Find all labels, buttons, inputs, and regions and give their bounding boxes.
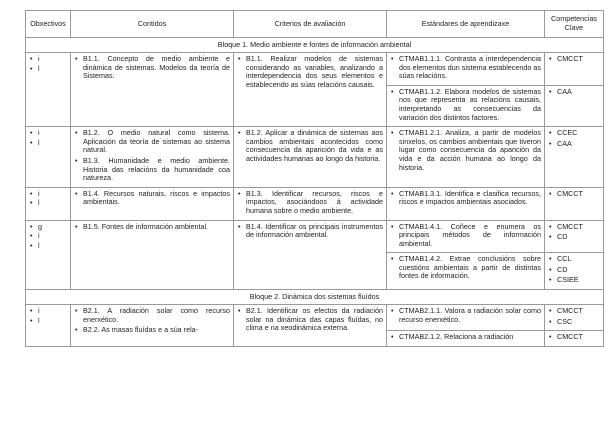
table-row	[26, 127, 604, 188]
standard-item: • CTMAB2.1.1. Valora a radiación solar como recurso enerxético.	[390, 307, 541, 324]
criterion-item: • B1.1. Realizar modelos de sistemas considerando as variables, analizando a interdependencia dos seus elementos e establecendo as súas relacións causais.	[237, 55, 383, 89]
objective-item: • i	[29, 129, 67, 138]
standard-item: • CTMAB1.2.1. Analiza, a partir de modelos sinxelos, os cambios ambientais que tiveron lugar como consecuencia da aparición da vida e da acción humana ao longo da historia.	[390, 129, 541, 172]
block-title-row	[26, 38, 604, 53]
header-competencias: Competencias Clave	[545, 11, 604, 38]
standard-cell	[387, 331, 545, 347]
table-row	[26, 53, 604, 86]
table-row	[26, 187, 604, 220]
obxectivos-cell	[26, 220, 71, 290]
competence-item: • CD	[548, 266, 600, 275]
competence-item: • CSIEE	[548, 276, 600, 285]
objective-item: • l	[29, 317, 67, 326]
table-row	[26, 305, 604, 331]
competence-item: • CMCCT	[548, 190, 600, 199]
competence-cell	[545, 127, 604, 188]
contidos-cell	[71, 220, 234, 290]
competence-cell	[545, 187, 604, 220]
objective-item: • l	[29, 65, 67, 74]
standard-cell	[387, 305, 545, 331]
standard-item: • CTMAB1.4.2. Extrae conclusións sobre cuestións ambientais a partir de distintas fontes de información.	[390, 255, 541, 281]
content-item: • B1.1. Concepto de medio ambiente e dinámica de sistemas. Modelos da teoría de Sistemas.	[74, 55, 230, 81]
objective-item: • g	[29, 223, 67, 232]
curriculum-table	[25, 10, 604, 347]
standard-cell	[387, 253, 545, 290]
obxectivos-cell	[26, 187, 71, 220]
competence-item: • CMCCT	[548, 333, 600, 342]
competence-cell	[545, 85, 604, 126]
header-estandares: Estándares de aprendizaxe	[387, 11, 545, 38]
competence-item: • CSC	[548, 318, 600, 327]
content-item: • B2.2. As masas fluídas e a súa rela-	[74, 326, 230, 335]
block2-title: Bloque 2. Dinámica dos sistemas fluídos	[26, 290, 604, 305]
curriculum-document	[25, 10, 603, 347]
competence-item: • CD	[548, 233, 600, 242]
criterios-cell	[234, 220, 387, 290]
competence-cell	[545, 220, 604, 253]
competence-cell	[545, 253, 604, 290]
competence-item: • CCEC	[548, 129, 600, 138]
objective-item: • l	[29, 199, 67, 208]
competence-item: • CMCCT	[548, 223, 600, 232]
standard-item: • CTMAB1.3.1. Identifica e clasifica recursos, riscos e impactos ambientais asociados.	[390, 190, 541, 207]
standard-cell	[387, 187, 545, 220]
objective-item: • l	[29, 242, 67, 251]
standard-item: • CTMAB1.1.2. Elabora modelos de sistemas nos que representa as relacións causais, interpretando as consecuencias da variación dos distintos factores.	[390, 88, 541, 122]
objective-item: • i	[29, 232, 67, 241]
standard-item: • CTMAB1.1.1. Contrasta a interdependencia dos elementos dun sistema establecendo as súas relacións.	[390, 55, 541, 81]
obxectivos-cell	[26, 305, 71, 347]
contidos-cell	[71, 53, 234, 127]
competence-item: • CMCCT	[548, 55, 600, 64]
standard-cell	[387, 220, 545, 253]
competence-cell	[545, 53, 604, 86]
header-contidos: Contidos	[71, 11, 234, 38]
competence-item: • CMCCT	[548, 307, 600, 316]
content-item: • B1.3. Humanidade e medio ambiente. Historia das relacións da humanidade coa natureza.	[74, 157, 230, 183]
criterios-cell	[234, 127, 387, 188]
competence-item: • CCL	[548, 255, 600, 264]
table-row	[26, 220, 604, 253]
header-criterios: Criterios de avaliación	[234, 11, 387, 38]
block1-title: Bloque 1. Medio ambiente e fontes de información ambiental	[26, 38, 604, 53]
objective-item: • i	[29, 55, 67, 64]
contidos-cell	[71, 305, 234, 347]
competence-item: • CAA	[548, 140, 600, 149]
contidos-cell	[71, 127, 234, 188]
standard-cell	[387, 127, 545, 188]
standard-cell	[387, 85, 545, 126]
standard-item: • CTMAB2.1.2. Relaciona a radiación	[390, 333, 541, 342]
criterios-cell	[234, 187, 387, 220]
content-item: • B1.5. Fontes de información ambiental.	[74, 223, 230, 232]
header-obxectivos: Obxectivos	[26, 11, 71, 38]
objective-item: • i	[29, 190, 67, 199]
content-item: • B1.2. O medio natural como sistema. Aplicación da teoría de sistemas ao sistema natural.	[74, 129, 230, 155]
objective-item: • i	[29, 307, 67, 316]
obxectivos-cell	[26, 127, 71, 188]
competence-item: • CAA	[548, 88, 600, 97]
competence-cell	[545, 305, 604, 331]
criterion-item: • B1.2. Aplicar a dinámica de sistemas aos cambios ambientais acontecidos como consecuencia da aparición da vida e as actividades humanas ao longo da historia.	[237, 129, 383, 163]
standard-item: • CTMAB1.4.1. Coñece e enumera os principais métodos de información ambiental.	[390, 223, 541, 249]
criterion-item: • B1.4. Identificar os principais instrumentos de información ambiental.	[237, 223, 383, 240]
content-item: • B2.1. A radiación solar como recurso enerxético.	[74, 307, 230, 324]
header-row	[26, 11, 604, 38]
criterion-item: • B2.1. Identificar os efectos da radiación solar na dinámica das capas fluídas, no clima e na xeodinámica externa.	[237, 307, 383, 333]
content-item: • B1.4. Recursos naturais, riscos e impactos ambientais.	[74, 190, 230, 207]
criterion-item: • B1.3. Identificar recursos, riscos e impactos, asociándoos á actividade humana sobre o medio ambiente.	[237, 190, 383, 216]
criterios-cell	[234, 305, 387, 347]
standard-cell	[387, 53, 545, 86]
competence-cell	[545, 331, 604, 347]
block-title-row	[26, 290, 604, 305]
objective-item: • l	[29, 139, 67, 148]
criterios-cell	[234, 53, 387, 127]
obxectivos-cell	[26, 53, 71, 127]
contidos-cell	[71, 187, 234, 220]
